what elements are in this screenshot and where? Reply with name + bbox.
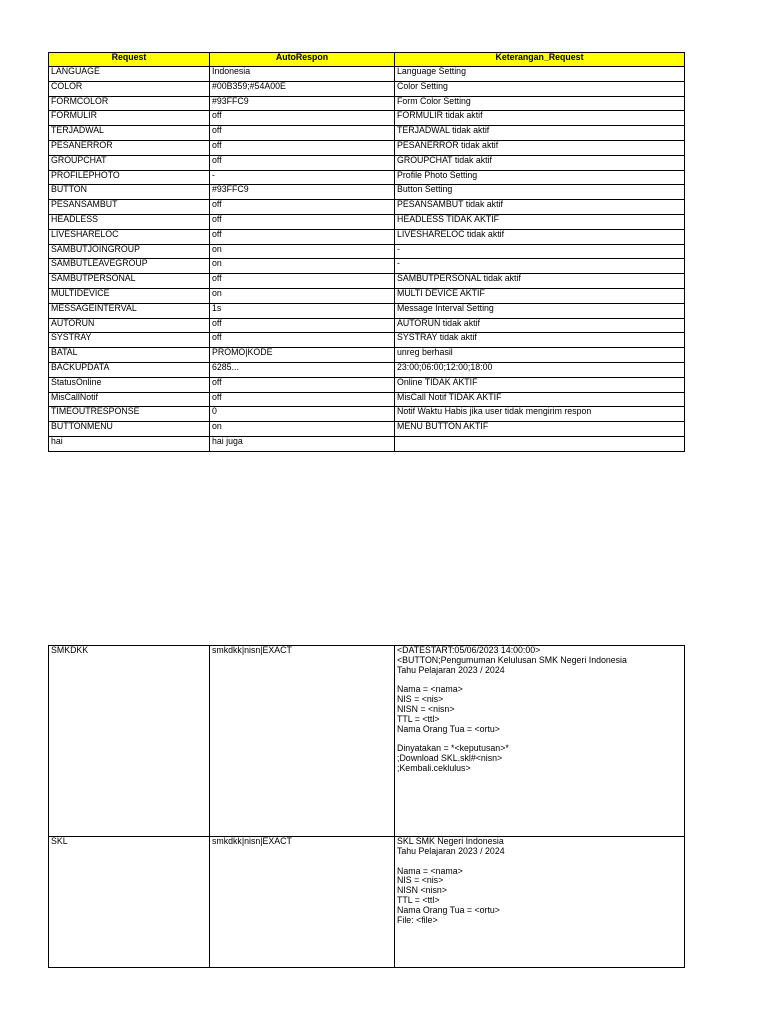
keterangan-cell: unreg berhasil xyxy=(395,348,685,363)
request-cell: MULTIDEVICE xyxy=(49,288,210,303)
keterangan-cell: PESANSAMBUT tidak aktif xyxy=(395,200,685,215)
table-row xyxy=(49,407,685,422)
autorespon-cell: 0 xyxy=(210,407,395,422)
table-row xyxy=(49,126,685,141)
request-cell: hai xyxy=(49,436,210,451)
table-row xyxy=(49,67,685,82)
keterangan-cell: Online TIDAK AKTIF xyxy=(395,377,685,392)
table-row xyxy=(49,111,685,126)
autorespon-cell: on xyxy=(210,288,395,303)
keterangan-cell xyxy=(395,436,685,451)
request-cell: PROFILEPHOTO xyxy=(49,170,210,185)
autorespon-cell: off xyxy=(210,392,395,407)
keterangan-cell: Language Setting xyxy=(395,67,685,82)
keterangan-cell: 23:00;06:00;12:00;18:00 xyxy=(395,362,685,377)
keterangan-cell: PESANERROR tidak aktif xyxy=(395,140,685,155)
autorespon-cell: #93FFC9 xyxy=(210,96,395,111)
autorespon-cell: off xyxy=(210,126,395,141)
table-row xyxy=(49,646,685,837)
header-request: Request xyxy=(49,53,210,67)
autorespon-cell: off xyxy=(210,274,395,289)
keterangan-cell: MisCall Notif TIDAK AKTIF xyxy=(395,392,685,407)
smk-response-table xyxy=(48,645,685,968)
table-row xyxy=(49,303,685,318)
autorespon-cell: on xyxy=(210,422,395,437)
autorespon-cell: off xyxy=(210,155,395,170)
table-row xyxy=(49,274,685,289)
keterangan-cell: Form Color Setting xyxy=(395,96,685,111)
request-cell: SAMBUTPERSONAL xyxy=(49,274,210,289)
keterangan-cell: SYSTRAY tidak aktif xyxy=(395,333,685,348)
request-cell: MESSAGEINTERVAL xyxy=(49,303,210,318)
header-autorespon: AutoRespon xyxy=(210,53,395,67)
autorespon-cell: off xyxy=(210,140,395,155)
request-cell: SAMBUTLEAVEGROUP xyxy=(49,259,210,274)
keterangan-cell: Message Interval Setting xyxy=(395,303,685,318)
request-cell: AUTORUN xyxy=(49,318,210,333)
table-header-row xyxy=(49,53,685,67)
keterangan-cell: <DATESTART:05/06/2023 14:00:00> <BUTTON;Pengumuman Kelulusan SMK Negeri Indonesia Tahu Pelajaran 2023 / 2024 Nama = <nama> NIS = <nis> NISN = <nisn> TTL = <ttl> Nama Orang Tua = <ortu> Dinyatakan = *<keputusan>* ;Download SKL.skl#<nisn> ;Kembali.ceklulus> xyxy=(395,646,685,837)
table-row xyxy=(49,436,685,451)
autorespon-cell: Indonesia xyxy=(210,67,395,82)
autorespon-cell: #93FFC9 xyxy=(210,185,395,200)
keterangan-cell: MULTI DEVICE AKTIF xyxy=(395,288,685,303)
table-row xyxy=(49,244,685,259)
table-row xyxy=(49,185,685,200)
keterangan-cell: - xyxy=(395,244,685,259)
table-row xyxy=(49,348,685,363)
request-cell: TERJADWAL xyxy=(49,126,210,141)
table-row xyxy=(49,318,685,333)
table-row xyxy=(49,362,685,377)
request-cell: BATAL xyxy=(49,348,210,363)
request-cell: LIVESHARELOC xyxy=(49,229,210,244)
keterangan-cell: Profile Photo Setting xyxy=(395,170,685,185)
table-row xyxy=(49,288,685,303)
table-row xyxy=(49,259,685,274)
autorespon-cell: off xyxy=(210,377,395,392)
request-cell: GROUPCHAT xyxy=(49,155,210,170)
request-cell: SAMBUTJOINGROUP xyxy=(49,244,210,259)
table-row xyxy=(49,229,685,244)
autorespon-cell: 6285... xyxy=(210,362,395,377)
keterangan-cell: Notif Waktu Habis jika user tidak mengirim respon xyxy=(395,407,685,422)
keterangan-cell: HEADLESS TIDAK AKTIF xyxy=(395,214,685,229)
autorespon-cell: hai juga xyxy=(210,436,395,451)
keterangan-cell: FORMULIR tidak aktif xyxy=(395,111,685,126)
table-row xyxy=(49,837,685,968)
request-cell: PESANSAMBUT xyxy=(49,200,210,215)
keterangan-cell: SAMBUTPERSONAL tidak aktif xyxy=(395,274,685,289)
autorespon-cell: off xyxy=(210,111,395,126)
request-cell: BUTTONMENU xyxy=(49,422,210,437)
table-row xyxy=(49,392,685,407)
request-cell: MisCallNotif xyxy=(49,392,210,407)
keterangan-cell: SKL SMK Negeri Indonesia Tahu Pelajaran 2023 / 2024 Nama = <nama> NIS = <nis> NISN <nisn> TTL = <ttl> Nama Orang Tua = <ortu> File: <file> xyxy=(395,837,685,968)
request-cell: SKL xyxy=(49,837,210,968)
table-row xyxy=(49,81,685,96)
settings-table xyxy=(48,52,685,452)
table-row xyxy=(49,140,685,155)
table-row xyxy=(49,377,685,392)
table-row xyxy=(49,422,685,437)
table-row xyxy=(49,155,685,170)
request-cell: BACKUPDATA xyxy=(49,362,210,377)
request-cell: COLOR xyxy=(49,81,210,96)
keterangan-cell: TERJADWAL tidak aktif xyxy=(395,126,685,141)
request-cell: PESANERROR xyxy=(49,140,210,155)
request-cell: LANGUAGE xyxy=(49,67,210,82)
request-cell: FORMCOLOR xyxy=(49,96,210,111)
autorespon-cell: on xyxy=(210,244,395,259)
table-row xyxy=(49,170,685,185)
autorespon-cell: off xyxy=(210,318,395,333)
request-cell: FORMULIR xyxy=(49,111,210,126)
request-cell: BUTTON xyxy=(49,185,210,200)
keterangan-cell: Color Setting xyxy=(395,81,685,96)
autorespon-cell: off xyxy=(210,333,395,348)
autorespon-cell: off xyxy=(210,200,395,215)
keterangan-cell: LIVESHARELOC tidak aktif xyxy=(395,229,685,244)
autorespon-cell: on xyxy=(210,259,395,274)
request-cell: StatusOnline xyxy=(49,377,210,392)
keterangan-cell: - xyxy=(395,259,685,274)
table-row xyxy=(49,214,685,229)
autorespon-cell: 1s xyxy=(210,303,395,318)
keterangan-cell: MENU BUTTON AKTIF xyxy=(395,422,685,437)
autorespon-cell: PROMO|KODE xyxy=(210,348,395,363)
table-row xyxy=(49,200,685,215)
autorespon-cell: smkdkk|nisn|EXACT xyxy=(210,646,395,837)
autorespon-cell: off xyxy=(210,229,395,244)
keterangan-cell: Button Setting xyxy=(395,185,685,200)
autorespon-cell: smkdkk|nisn|EXACT xyxy=(210,837,395,968)
request-cell: HEADLESS xyxy=(49,214,210,229)
keterangan-cell: AUTORUN tidak aktif xyxy=(395,318,685,333)
autorespon-cell: #00B359;#54A00E xyxy=(210,81,395,96)
table-row xyxy=(49,96,685,111)
autorespon-cell: - xyxy=(210,170,395,185)
keterangan-cell: GROUPCHAT tidak aktif xyxy=(395,155,685,170)
request-cell: TIMEOUTRESPONSE xyxy=(49,407,210,422)
autorespon-cell: off xyxy=(210,214,395,229)
table-row xyxy=(49,333,685,348)
request-cell: SYSTRAY xyxy=(49,333,210,348)
request-cell: SMKDKK xyxy=(49,646,210,837)
header-keterangan: Keterangan_Request xyxy=(395,53,685,67)
